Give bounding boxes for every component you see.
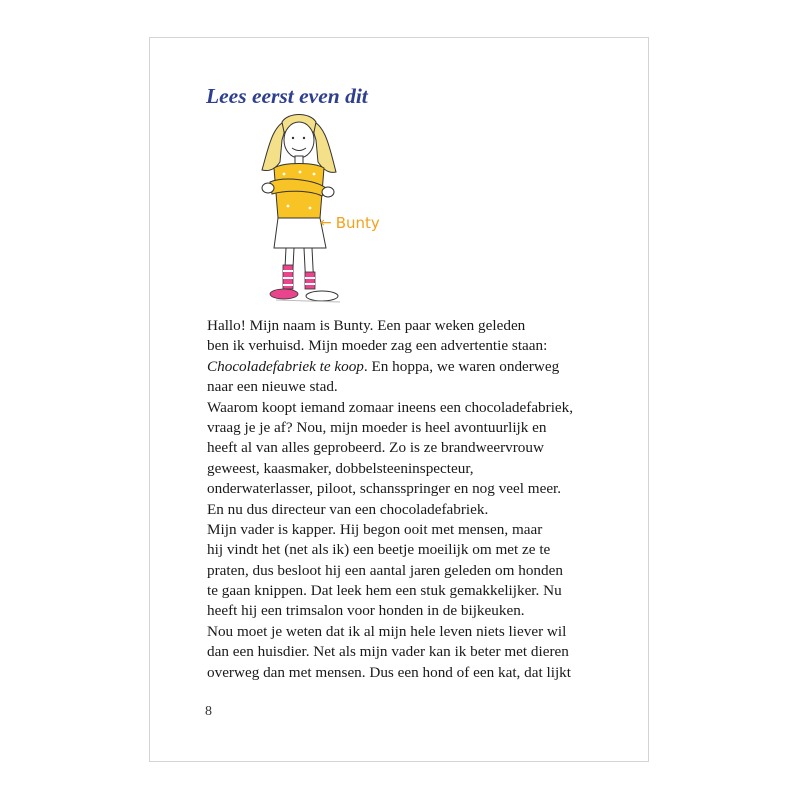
text-line: te gaan knippen. Dat leek hem een stuk gemakkelijker. Nu: [207, 582, 562, 600]
bunty-illustration: [240, 110, 410, 310]
text-line: Nou moet je weten dat ik al mijn hele leven niets liever wil: [207, 622, 567, 640]
body-text: [207, 316, 647, 683]
text-line: overweg dan met mensen. Dus een hond of een kat, dat lijkt: [207, 663, 571, 681]
text-line: Chocoladefabriek te koop. En hoppa, we waren onderweg: [207, 357, 560, 375]
text-line: praten, dus besloot hij een aantal jaren geleden om honden: [207, 561, 563, 579]
text-line: onderwaterlasser, piloot, schansspringer en nog veel meer.: [207, 480, 562, 498]
arrow-left-icon: ←: [320, 215, 332, 231]
page-title: Lees eerst even dit: [206, 84, 368, 108]
text-line: dan een huisdier. Net als mijn vader kan ik beter met dieren: [207, 643, 569, 661]
text-line: Waarom koopt iemand zomaar ineens een chocoladefabriek,: [207, 398, 574, 416]
text-line: geweest, kaasmaker, dobbelsteeninspecteur,: [207, 459, 474, 477]
text-line: Mijn vader is kapper. Hij begon ooit met mensen, maar: [207, 520, 543, 538]
text-line: ben ik verhuisd. Mijn moeder zag een advertentie staan:: [207, 337, 548, 355]
text-line: heeft al van alles geprobeerd. Zo is ze brandweervrouw: [207, 439, 544, 457]
page-number: 8: [205, 704, 212, 719]
text-line: Hallo! Mijn naam is Bunty. Een paar weken geleden: [207, 317, 526, 334]
text-line: En nu dus directeur van een chocoladefabriek.: [207, 500, 489, 518]
text-line: heeft hij een trimsalon voor honden in de bijkeuken.: [207, 602, 525, 620]
caption-label: Bunty: [335, 214, 380, 232]
illustration-caption: [320, 214, 380, 232]
italic-text: Chocoladefabriek te koop: [207, 357, 364, 375]
text-line: naar een nieuwe stad.: [207, 378, 338, 396]
text-line: vraag je je af? Nou, mijn moeder is heel avontuurlijk en: [207, 418, 547, 436]
text-line: hij vindt het (net als ik) een beetje moeilijk om met ze te: [207, 541, 551, 559]
